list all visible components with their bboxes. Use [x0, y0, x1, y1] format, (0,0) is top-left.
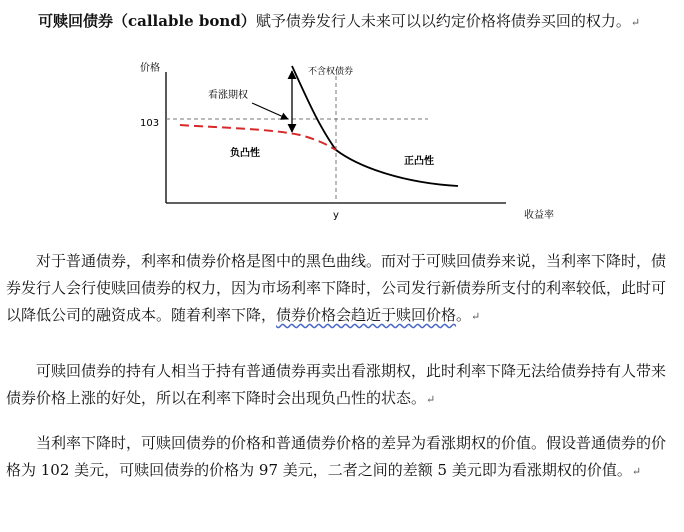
- title-definition: 赋予债券发行人未来可以以约定价格将债券买回的权力。: [255, 12, 631, 30]
- x-axis-label: 收益率: [524, 210, 554, 221]
- paragraph-1-text: 对于普通债券，利率和债券价格是图中的黑色曲线。而对于可赎回债券来说，当利率下降时，债券发行人会行使赎回债券的权力，因为市场利率下降时，公司发行新债券所支付的利率较低，此时可以降低公司的融资成本。随着利率下降，: [6, 252, 667, 324]
- non-callable-bond-label: 不含权债券: [308, 67, 354, 77]
- title-bold-term: 可赎回债券（callable bond）: [38, 12, 256, 30]
- positive-convexity-label: 正凸性: [404, 156, 434, 167]
- paragraph-3-text: 当利率下降时，可赎回债券的价格和普通债券价格的差异为看涨期权的价值。假设普通债券的价格为 102 美元，可赎回债券的价格为 97 美元，二者之间的差额 5 美元即为看涨期权的价值。: [6, 434, 667, 479]
- non-callable-bond-curve: [292, 66, 458, 186]
- callable-bond-diagram: [0, 0, 684, 240]
- paragraph-option-value: [6, 430, 672, 485]
- return-mark: ↵: [426, 393, 436, 406]
- call-option-label: 看涨期权: [208, 90, 248, 101]
- negative-convexity-label: 负凸性: [230, 148, 260, 159]
- callable-bond-curve: [180, 125, 336, 150]
- underlined-phrase: 债券价格会趋近于赎回价格: [276, 306, 457, 324]
- yield-tick-label: y: [333, 210, 339, 221]
- paragraph-1-end: 。: [456, 306, 472, 324]
- return-mark: ↵: [630, 16, 641, 29]
- y-axis-label: 价格: [140, 63, 160, 74]
- call-option-pointer: [252, 103, 288, 119]
- return-mark: ↵: [631, 465, 642, 478]
- return-mark: ↵: [471, 310, 481, 323]
- paragraph-2-text: 可赎回债券的持有人相当于持有普通债券再卖出看涨期权，此时利率下降无法给债券持有人带来债券价格上涨的好处，所以在利率下降时会出现负凸性的状态。: [6, 362, 667, 407]
- paragraph-ordinary-bond: [6, 248, 672, 330]
- price-tick-label: 103: [140, 118, 160, 129]
- paragraph-holder-position: [6, 358, 672, 413]
